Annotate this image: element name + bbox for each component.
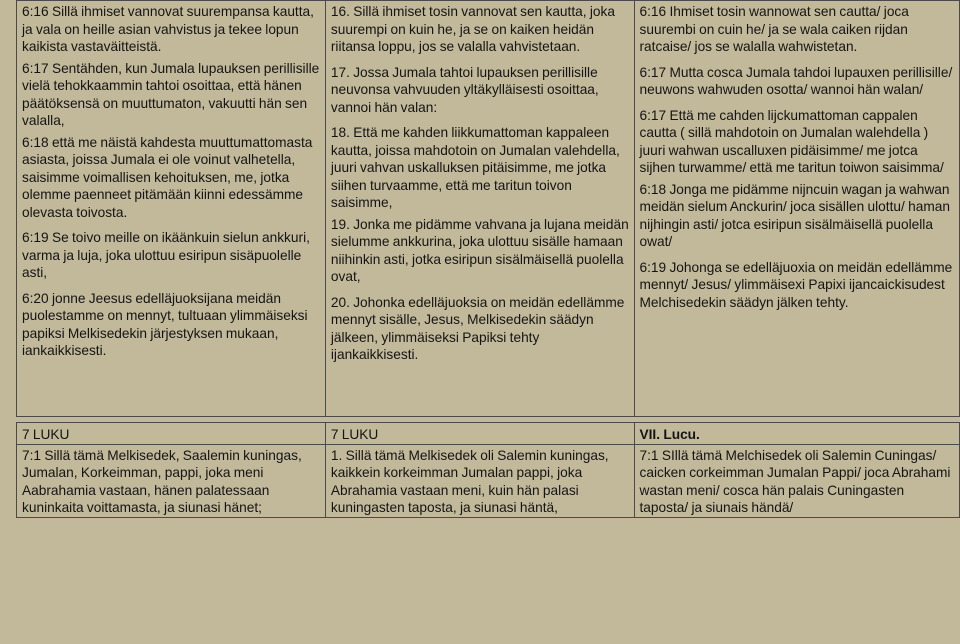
verse-6-20-c1: 6:20 jonne Jeesus edelläjuoksijana meidän puolestamme on mennyt, tultuaan ylimmäiseksi papiksi Melkisedekin järjestyksen mukaan, iankaikkisesti. bbox=[22, 290, 308, 358]
column-1548-translation bbox=[634, 1, 960, 417]
verse-6-19-c3: 6:19 Johonga se edelläjuoxia on meidän edellämme mennyt/ Jesus/ ylimmäisexi Papixi ijancaickisudest Melchisedekin säädyn jälken tehty. bbox=[639, 259, 953, 310]
column-1992-translation bbox=[17, 1, 326, 417]
verse-6-16-c1: 6:16 Sillä ihmiset vannovat suurempansa kautta, ja vala on heille asian vahvistus ja tekee lopun kaikista vastaväitteistä. bbox=[22, 4, 314, 54]
chapter-header-c3: VII. Lucu. bbox=[634, 423, 960, 445]
chapter-header-row bbox=[17, 423, 960, 445]
verse-17-c2: 17. Jossa Jumala tahtoi lupauksen perillisille neuvonsa vahvuuden yltäkylläisesti osoittaa, vannoi hän valan: bbox=[330, 64, 599, 115]
chapter-header-c1: 7 LUKU bbox=[17, 423, 326, 445]
verse-7-1-c2: 1. Sillä tämä Melkisedek oli Salemin kuningas, kaikkein korkeimman Jumalan pappi, joka Abrahamia vastaan meni, kuin hän palasi kuningasten taposta, ja siunasi häntä, bbox=[325, 444, 634, 517]
verse-20-c2: 20. Johonka edelläjuoksia on meidän edellämme mennyt sisälle, Jesus, Melkisedekin säädyn jälkeen, ylimmäiseksi Papiksi tehty ijankaikkisesti. bbox=[330, 294, 625, 362]
verse-16-c2: 16. Sillä ihmiset tosin vannovat sen kautta, joka suurempi on kuin he, ja se on kaiken heidän riitansa loppu, jos se valalla vahvistetaan. bbox=[330, 4, 615, 54]
verse-6-19-c1: 6:19 Se toivo meille on ikäänkuin sielun ankkuri, varma ja luja, joka ulottuu esiripun sisäpuolelle asti, bbox=[22, 230, 310, 280]
verse-6-17-c1: 6:17 Sentähden, kun Jumala lupauksen perillisille vielä tehokkaammin tahtoi osoittaa, että hänen päätöksensä on muuttumaton, vakuutti hän sen valalla, bbox=[22, 60, 320, 128]
bible-comparison-table bbox=[16, 0, 960, 518]
chapter-header-c2: 7 LUKU bbox=[325, 423, 634, 445]
verses-row bbox=[17, 1, 960, 417]
verse-19-c2: 19. Jonka me pidämme vahvana ja lujana meidän sielumme ankkurina, joka ulottuu sisälle hamaan niihinkin asti, jotka esiripun sisälmäisellä puolella ovat, bbox=[330, 216, 629, 284]
verse-7-1-c3: 7:1 SIllä tämä Melchisedek oli Salemin Cuningas/ caicken corkeimman Jumalan Pappi/ joca Abrahami wastan meni/ cosca hän palais Cuningasten taposta/ ja siunais händä/ bbox=[634, 444, 960, 517]
verse-18-c2: 18. Että me kahden liikkumattoman kappaleen kautta, joissa mahdotoin on Jumalan valehdella, juuri vahvan uskalluksen pitäisimme, me jotka siihen turvaamme, että me taritun toivon saisimme, bbox=[330, 125, 620, 210]
verse-7-1-c1: 7:1 Sillä tämä Melkisedek, Saalemin kuningas, Jumalan, Korkeimman, pappi, joka meni Aabrahamia vastaan, hänen palatessaan kuninkaita voittamasta, ja siunasi hänet; bbox=[17, 444, 326, 517]
chapter-7-row bbox=[17, 444, 960, 517]
verse-6-17b-c3: 6:17 Että me cahden lijckumattoman cappalen cautta ( sillä mahdotoin on Jumalan walehdella ) juuri wahwan uscalluxen pidäisimme/ me jotca sijhen turwamme/ että me taritun toiwon saisimma/ bbox=[639, 107, 944, 175]
column-1776-translation bbox=[325, 1, 634, 417]
verse-6-18-c3: 6:18 Jonga me pidämme nijncuin wagan ja wahwan meidän sielum Anckurin/ joca sisällen ulottu/ haman nijhingin asti/ jotca esiripun sisälmäisellä puolella owat/ bbox=[639, 181, 950, 249]
verse-6-18-c1: 6:18 että me näistä kahdesta muuttumattomasta asiasta, joissa Jumala ei ole voinut valhetella, saisimme voimallisen kehoituksen, me, jotka olemme paenneet pitämään kiinni edessämme olevasta toivosta. bbox=[22, 134, 313, 220]
verse-6-17-c3: 6:17 Mutta cosca Jumala tahdoi lupauxen perillisille/ neuwons wahwuden osotta/ wannoi hän walan/ bbox=[639, 64, 953, 97]
verse-6-16-c3: 6:16 Ihmiset tosin wannowat sen cautta/ joca suurembi on cuin he/ ja se wala caiken rijdan ratcaise/ jos se walalla wahwistetan. bbox=[639, 4, 909, 54]
